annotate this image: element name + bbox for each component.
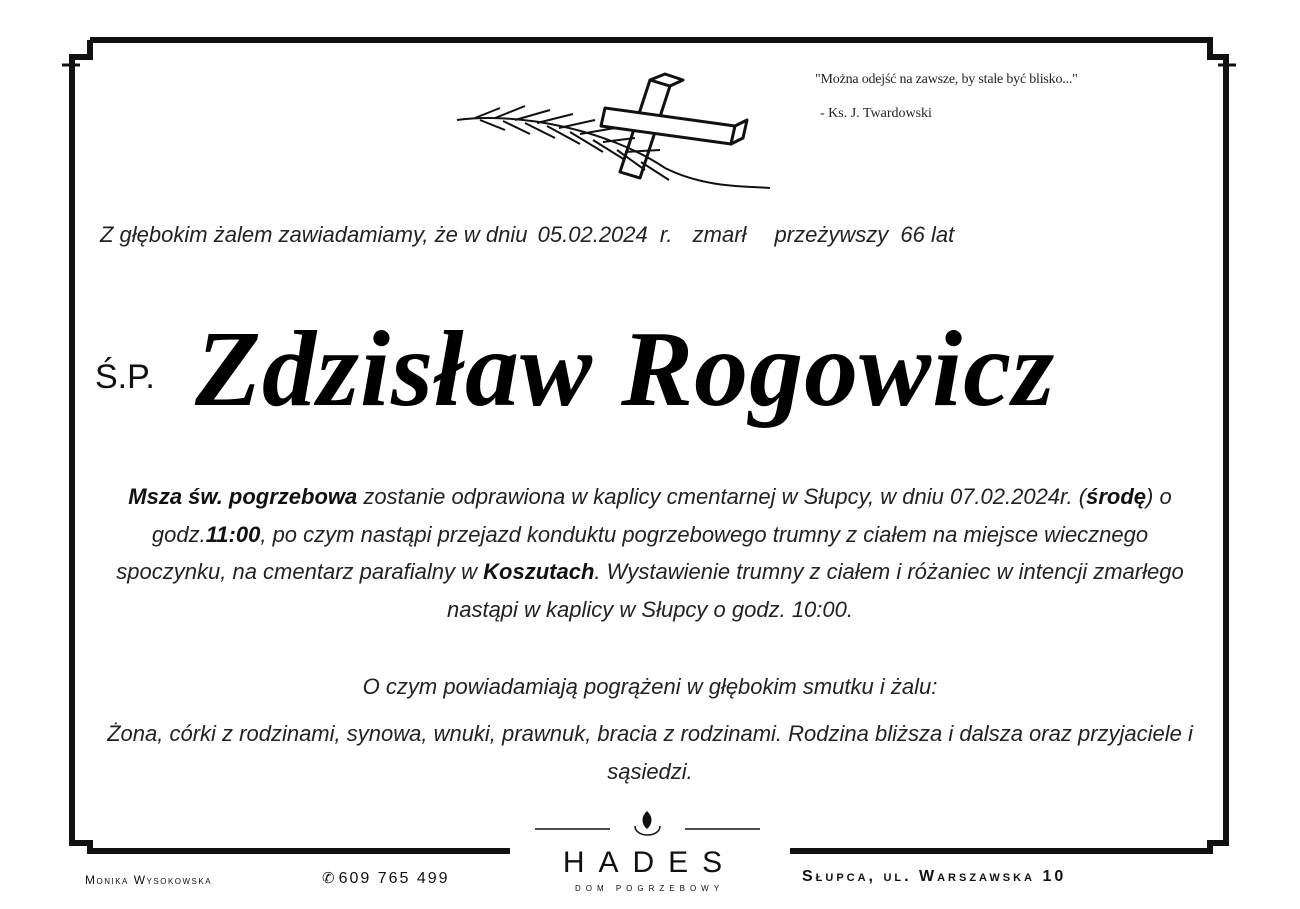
company-name: HADES: [562, 846, 737, 879]
family-list: Żona, córki z rodzinami, synowa, wnuki, prawnuk, bracia z rodzinami. Rodzina bliższa i dalsza oraz przyjaciele i sąsiedzi.: [107, 721, 1193, 784]
sp-prefix: Ś.P.: [95, 358, 155, 396]
quote-text: "Można odejść na zawsze, by stale być blisko...": [815, 72, 1078, 87]
quote-author: - Ks. J. Twardowski: [820, 106, 932, 121]
died-label: zmarł: [692, 222, 747, 247]
company-subtitle: DOM POGRZEBOWY: [574, 884, 725, 893]
mass-label: Msza św. pogrzebowa: [128, 484, 358, 509]
year-suffix: r.: [659, 222, 673, 247]
funeral-day: środę: [1086, 484, 1147, 509]
intro-text: Z głębokim żalem zawiadamiamy, że w dniu: [100, 222, 528, 247]
deceased-name: Zdzisław Rogowicz: [195, 310, 1056, 429]
phone-number: 609 765 499: [338, 870, 450, 887]
footer-phone: [322, 869, 450, 888]
cemetery-place: Koszutach: [483, 559, 595, 584]
announcement-text-4: . Wystawienie trumny z ciałem i różaniec w intencji zmarłego nastąpi w kaplicy w Słupcy o godz. 10:00.: [446, 559, 1184, 622]
cross-with-palm-icon: [455, 68, 775, 196]
announcement-text-3: , po czym nastąpi przejazd konduktu pogrzebowego trumny z ciałem na miejsce wiecznego spoczynku, na cmentarz parafialny w: [116, 521, 1149, 584]
intro-line: [100, 222, 1200, 248]
footer-person: Monika Wysokowska: [85, 873, 213, 887]
notice-line: O czym powiadamiają pogrążeni w głębokim smutku i żalu:: [362, 674, 938, 699]
phone-icon: ✆: [322, 870, 337, 887]
age-value: 66 lat: [900, 222, 955, 247]
funeral-announcement: [95, 478, 1205, 628]
announcement-text-1: zostanie odprawiona w kaplicy cmentarnej w Słupcy, w dniu 07.02.2024r. (: [357, 484, 1087, 509]
death-date: 05.02.2024: [537, 222, 648, 247]
announcement-text-2: ) o godz.: [151, 484, 1172, 547]
funeral-time: 11:00: [205, 521, 261, 547]
company-address: Słupca, ul. Warszawska 10: [802, 868, 1067, 885]
hades-logo-icon: [535, 808, 765, 848]
age-prefix: przeżywszy: [774, 222, 889, 247]
